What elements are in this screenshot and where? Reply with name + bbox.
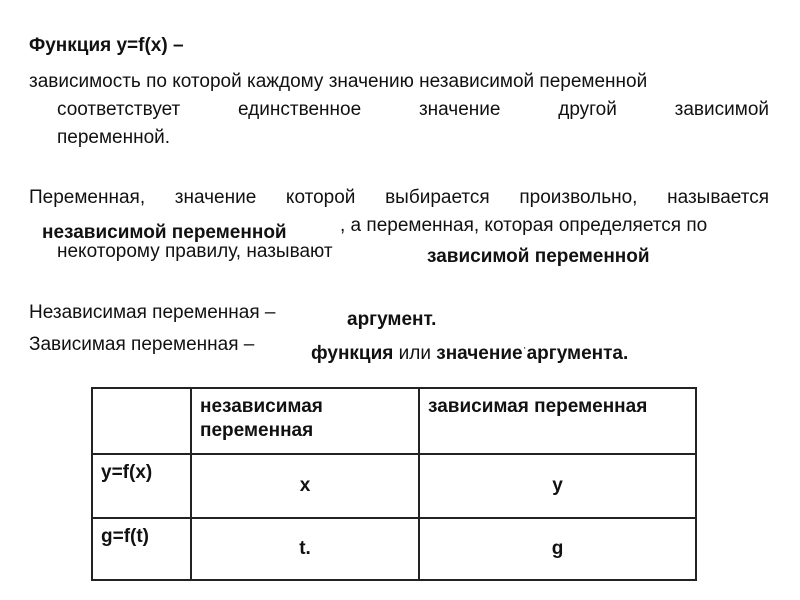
table-row (92, 518, 696, 580)
stray-dot: · (522, 340, 527, 354)
function-value (311, 340, 628, 369)
or-word: или (398, 343, 431, 364)
row-independent-cell: x (191, 454, 419, 518)
header-cell-dependent: зависимая переменная (419, 388, 696, 454)
argument-value: аргумент. (347, 309, 437, 330)
variables-table (91, 387, 697, 581)
definition-term: Функция y=f(x) – (29, 35, 184, 56)
dependent-variable-term: зависимой переменной (427, 246, 650, 267)
independent-variable-label: Независимая переменная – (29, 302, 276, 323)
value-word: значение (436, 343, 523, 364)
row-function-cell: y=f(x) (92, 454, 191, 518)
header-cell-independent: независимая переменная (191, 388, 419, 454)
variables-line-3: некоторому правилу, называют (57, 241, 333, 262)
definition-line-2: соответствует единственное значение другой зависимой (57, 99, 769, 120)
row-function-cell: g=f(t) (92, 518, 191, 580)
row-dependent-cell: g (419, 518, 696, 580)
argument-word: аргумента. (526, 343, 629, 364)
definition-line-1: зависимость по которой каждому значению независимой переменной (29, 71, 648, 92)
independent-variable-term: независимой переменной (42, 222, 287, 243)
dependent-variable-label: Зависимая переменная – (29, 334, 255, 355)
header-cell-empty (92, 388, 191, 454)
row-dependent-cell: y (419, 454, 696, 518)
row-independent-cell: t. (191, 518, 419, 580)
table-row (92, 454, 696, 518)
variables-line-2-rest: , а переменная, которая определяется по (340, 215, 708, 236)
table-header-row (92, 388, 696, 454)
variables-line-1: Переменная, значение которой выбирается произвольно, называется (29, 187, 769, 208)
definition-line-3: переменной. (57, 127, 171, 148)
function-word: функция (311, 343, 394, 364)
